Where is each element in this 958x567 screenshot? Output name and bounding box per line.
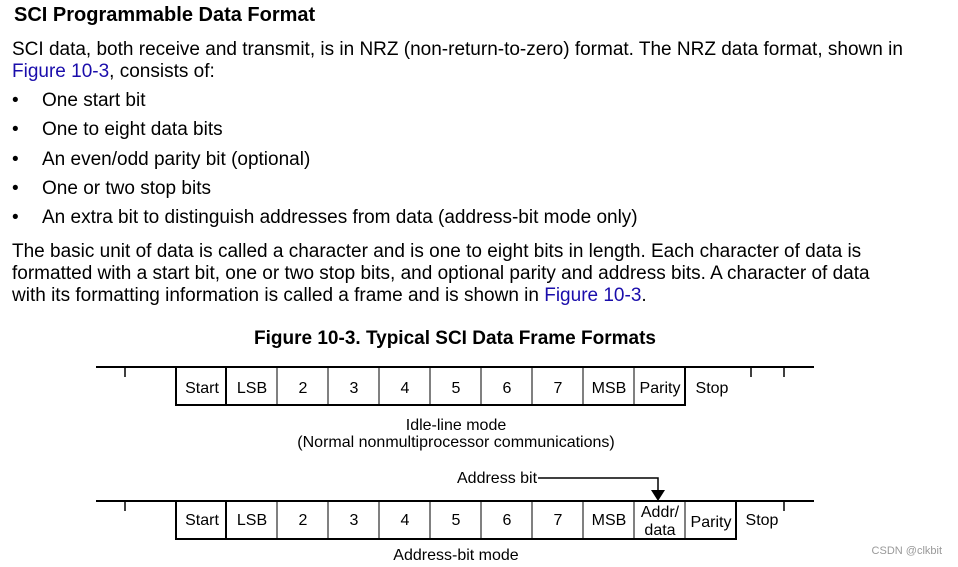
body-line: formatted with a start bit, one or two stop bits, and optional parity and address bits. A character of data — [12, 263, 870, 284]
cell-bit: 6 — [502, 512, 512, 529]
cell-parity: Parity — [690, 514, 732, 531]
bullet-text: One start bit — [42, 90, 146, 111]
bullet-text: An extra bit to distinguish addresses from data (address-bit mode only) — [42, 207, 638, 229]
cell-bit: 2 — [298, 380, 308, 397]
bullet-text: One or two stop bits — [42, 177, 211, 199]
cell-stop: Stop — [695, 380, 729, 397]
address-bit-caption: Address-bit mode — [393, 547, 519, 564]
address-bit-label: Address bit — [457, 470, 538, 487]
watermark: CSDN @clkbit — [871, 545, 942, 557]
bullet-icon: • — [12, 90, 19, 111]
cell-bit: 4 — [400, 380, 410, 397]
figure-link[interactable]: Figure 10-3 — [12, 61, 110, 82]
cell-start: Start — [185, 512, 219, 529]
bullet-text: One to eight data bits — [42, 119, 223, 141]
bullet-icon: • — [12, 148, 19, 170]
cell-msb: MSB — [591, 512, 627, 529]
idle-line-caption: Idle-line mode — [405, 417, 507, 434]
cell-msb: MSB — [591, 380, 627, 397]
idle-line-subcaption: (Normal nonmultiprocessor communications) — [297, 434, 615, 451]
section-heading: SCI Programmable Data Format — [14, 4, 316, 26]
cell-addr: Addr/ — [640, 504, 680, 521]
figure-title: Figure 10-3. Typical SCI Data Frame Formats — [254, 328, 656, 349]
cell-data: data — [644, 522, 676, 539]
intro-text: SCI data, both receive and transmit, is in NRZ (non-return-to-zero) format. The NRZ data format, shown in — [12, 39, 903, 60]
cell-start: Start — [185, 380, 219, 397]
cell-lsb: LSB — [236, 512, 268, 529]
cell-stop: Stop — [745, 512, 779, 529]
body-line: with its formatting information is called a frame and is shown in — [12, 285, 545, 306]
cell-lsb: LSB — [236, 380, 268, 397]
cell-parity: Parity — [639, 380, 681, 397]
body-line-end: . — [641, 285, 647, 306]
cell-bit: 6 — [502, 380, 512, 397]
cell-bit: 3 — [349, 380, 359, 397]
cell-bit: 5 — [451, 512, 461, 529]
cell-bit: 5 — [451, 380, 461, 397]
cell-bit: 3 — [349, 512, 359, 529]
figure-link[interactable]: Figure 10-3 — [544, 285, 642, 306]
cell-bit: 4 — [400, 512, 410, 529]
bullet-icon: • — [12, 177, 19, 199]
cell-bit: 7 — [553, 512, 563, 529]
cell-bit: 2 — [298, 512, 308, 529]
intro-text-end: , consists of: — [109, 61, 215, 82]
address-bit-arrow — [538, 478, 665, 501]
cell-bit: 7 — [553, 380, 563, 397]
bullet-icon: • — [12, 207, 19, 229]
bullet-icon: • — [12, 119, 19, 141]
bullet-text: An even/odd parity bit (optional) — [42, 148, 311, 170]
body-line: The basic unit of data is called a character and is one to eight bits in length. Each character of data is — [12, 241, 862, 262]
